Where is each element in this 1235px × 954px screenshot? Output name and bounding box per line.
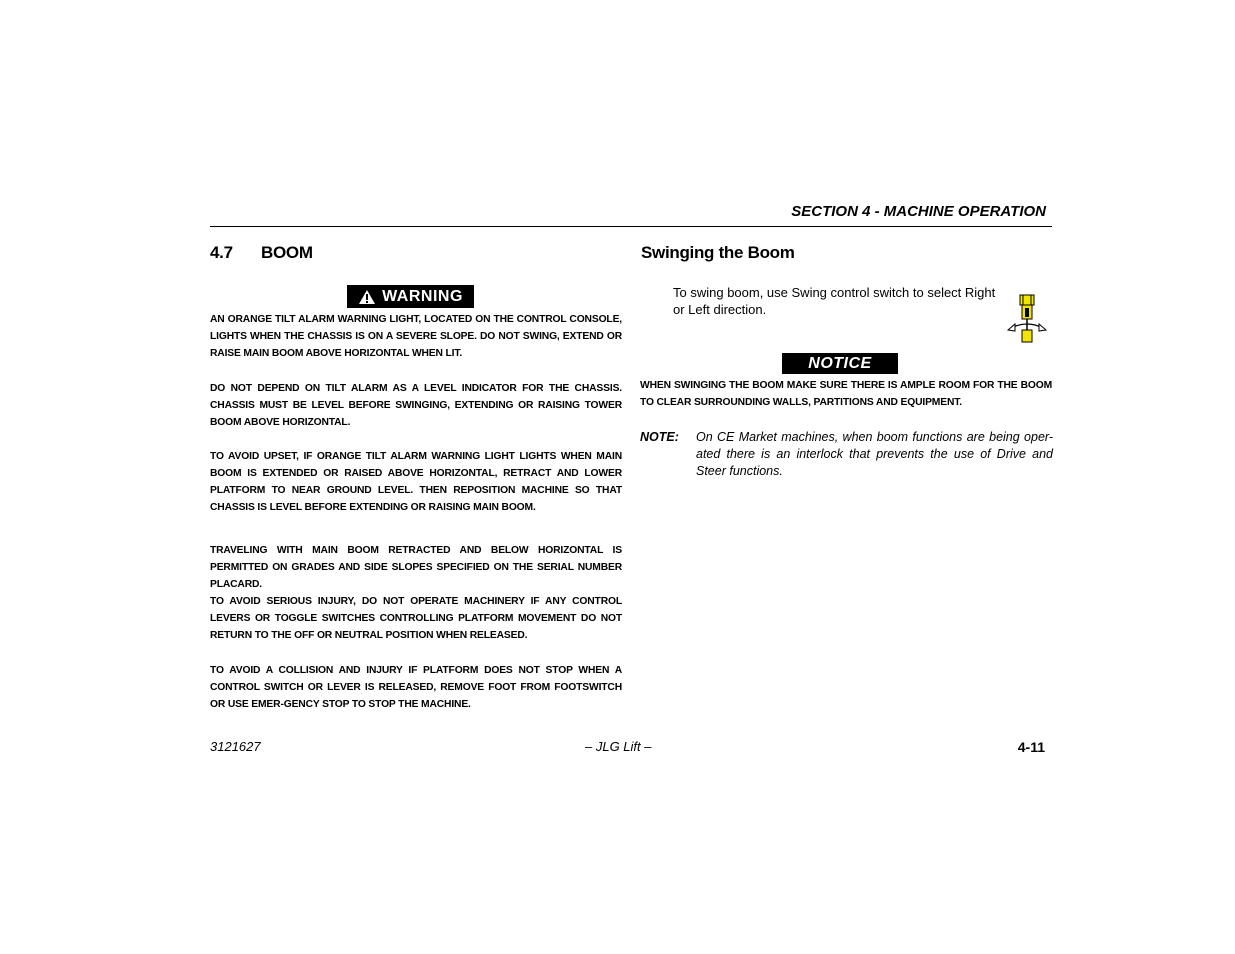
note-text: On CE Market machines, when boom functions are being oper-ated there is an interlock that prevents the use of Drive and Steer functions. [696,430,1053,478]
warning-badge [347,285,474,308]
header-rule [210,226,1052,227]
notice-badge: NOTICE [782,353,898,374]
section-title: BOOM [261,243,313,262]
warning-paragraph-5: TO AVOID SERIOUS INJURY, DO NOT OPERATE MACHINERY IF ANY CONTROL LEVERS OR TOGGLE SWITCHES CONTROLLING PLATFORM MOVEMENT DO NOT RETURN TO THE OFF OR NEUTRAL POSITION WHEN RELEASED. [210,596,622,641]
warning-paragraph-2: DO NOT DEPEND ON TILT ALARM AS A LEVEL INDICATOR FOR THE CHASSIS. CHASSIS MUST BE LEVEL BEFORE SWINGING, EXTENDING OR RAISING TOWER BOOM ABOVE HORIZONTAL. [210,383,622,428]
subsection-heading: Swinging the Boom [641,243,795,262]
footer-page-number: 4-11 [1017,739,1045,755]
section-number: 4.7 [210,243,233,262]
warning-paragraph-6: TO AVOID A COLLISION AND INJURY IF PLATFORM DOES NOT STOP WHEN A CONTROL SWITCH OR LEVER IS RELEASED, REMOVE FOOT FROM FOOTSWITCH OR USE EMER-GENCY STOP TO STOP THE MACHINE. [210,665,622,710]
warning-label: WARNING [382,287,463,305]
warning-paragraph-4: TRAVELING WITH MAIN BOOM RETRACTED AND BELOW HORIZONTAL IS PERMITTED ON GRADES AND SIDE SLOPES SPECIFIED ON THE SERIAL NUMBER PLACARD. [210,545,622,590]
notice-text: WHEN SWINGING THE BOOM MAKE SURE THERE IS AMPLE ROOM FOR THE BOOM TO CLEAR SURROUNDING WALLS, PARTITIONS AND EQUIPMENT. [640,380,1052,408]
warning-paragraph-3: TO AVOID UPSET, IF ORANGE TILT ALARM WARNING LIGHT LIGHTS WHEN MAIN BOOM IS EXTENDED OR RAISED ABOVE HORIZONTAL, RETRACT AND LOWER PLATFORM TO NEAR GROUND LEVEL. THEN REPOSITION MACHINE SO THAT CHASSIS IS LEVEL BEFORE EXTENDING OR RAISING MAIN BOOM. [210,451,622,513]
warning-paragraph-1: AN ORANGE TILT ALARM WARNING LIGHT, LOCATED ON THE CONTROL CONSOLE, LIGHTS WHEN THE CHASSIS IS ON A SEVERE SLOPE. DO NOT SWING, EXTEND OR RAISE MAIN BOOM ABOVE HORIZONTAL WHEN LIT. [210,314,622,359]
warning-triangle-icon [358,289,376,305]
swing-control-icon [1007,292,1047,344]
footer-doc-number: 3121627 [210,739,261,754]
section-header: SECTION 4 - MACHINE OPERATION [791,203,1046,220]
swing-instruction: To swing boom, use Swing control switch to select Right or Left direction. [673,285,996,317]
footer-center-title: – JLG Lift – [585,739,652,754]
note-label: NOTE: [640,430,679,444]
